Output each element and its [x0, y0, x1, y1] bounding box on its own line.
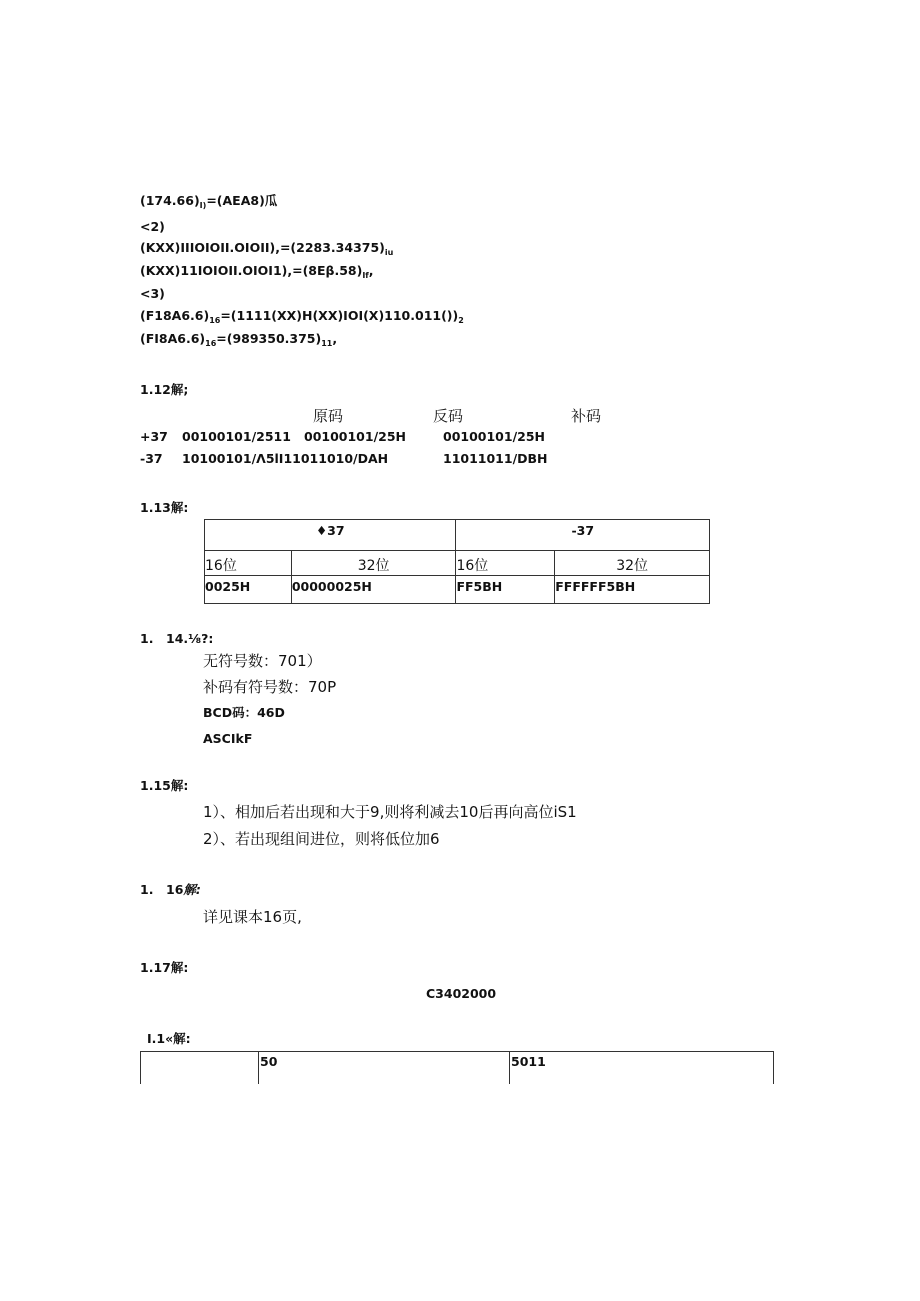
q114-number: 1.: [140, 631, 154, 646]
conversion-line-1: $(174.66)_{I)}=(AEA8)$瓜: [140, 193, 278, 210]
q118-left-border: [140, 1052, 141, 1084]
q113-neg-32-label-cell: [555, 551, 710, 576]
q114-bcd: BCD码：46D: [203, 705, 285, 720]
q113-pos32-value: 00000025H: [291, 579, 372, 594]
q113-pos-header-cell: [205, 520, 456, 551]
q116-text: 详见课本16页,: [203, 908, 302, 926]
q114-unsigned: 无符号数：701）: [203, 652, 322, 670]
part-label-2: <2): [140, 219, 165, 234]
q113-pos-32bit-label: 32位: [357, 558, 390, 574]
q113-neg16-value: FF5BH: [456, 579, 503, 594]
q118-heading: I.1«解:: [147, 1031, 191, 1046]
q113-pos-16-label-cell: [205, 551, 292, 576]
q118-divider-2: [509, 1052, 510, 1084]
part-label-3: <3): [140, 286, 165, 301]
q113-pos-16bit-label: 16位: [205, 558, 237, 574]
q118-table: [140, 1051, 774, 1084]
q113-neg-32bit-label: 32位: [616, 558, 649, 574]
q113-neg16-cell: [456, 576, 555, 604]
q115-item-1: 1）、相加后若出现和大于9,则将利减去10后再向高位iS1: [203, 803, 577, 821]
q113-neg32-cell: [555, 576, 710, 604]
q114-ascii: ASCIkF: [203, 731, 253, 746]
q113-neg-16bit-label: 16位: [456, 558, 489, 574]
conversion-line-3: $(KXX)IIIOIOII.OIOII),=(2283.34375)_{iu}$: [140, 240, 394, 257]
conversion-line-6: $(F18A6.6)_{16}=(1111(XX)H(XX)IOI(X)110.011())_2$: [140, 308, 464, 325]
q113-heading: 1.13解:: [140, 500, 189, 515]
q112-heading: 1.12解;: [140, 382, 189, 397]
conversion-line-4: $(KXX)11IOIOII.OIOI1),=(8E\beta.58)_{If}$,: [140, 263, 374, 280]
q113-pos32-cell: [291, 576, 456, 604]
q113-neg32-value: FFFFFF5BH: [555, 579, 636, 594]
q116-heading: 16解:: [166, 882, 201, 897]
q117-heading: 1.17解:: [140, 960, 189, 975]
q113-neg-header: -37: [571, 523, 595, 538]
q115-item-2: 2）、若出现组间进位，则将低位加6: [203, 830, 440, 848]
q113-neg-16-label-cell: [456, 551, 555, 576]
col-complement-code: 补码: [571, 407, 602, 425]
col-inverse-code: 反码: [433, 407, 464, 425]
col-original-code: 原码: [313, 407, 344, 425]
q113-pos16-cell: [205, 576, 292, 604]
row-pos37-complement: 00100101∕25H: [443, 429, 546, 444]
q114-heading: 14.⅛?:: [166, 631, 214, 646]
q118-cell-1: 50: [260, 1054, 278, 1069]
q115-heading: 1.15解:: [140, 778, 189, 793]
q114-signed: 补码有符号数：70P: [203, 678, 337, 696]
row-neg37-sign: -37: [140, 451, 163, 466]
row-pos37-sign: +37: [140, 429, 168, 444]
row-pos37-original: 00100101/2511: [182, 429, 291, 444]
q113-neg-header-cell: [456, 520, 710, 551]
q118-right-border: [773, 1052, 774, 1084]
q117-value: C3402000: [426, 986, 497, 1001]
row-neg37-original-inverse: 10100101/Λ5lI11011010/DAH: [182, 451, 389, 466]
q113-pos16-value: 0025H: [205, 579, 251, 594]
conversion-line-7: $(FI8A6.6)_{16}=(989350.375)_{11}$,: [140, 331, 338, 348]
q113-table: [204, 519, 710, 604]
row-pos37-inverse: 00100101∕25H: [304, 429, 407, 444]
q118-divider-1: [258, 1052, 259, 1084]
q116-number: 1.: [140, 882, 154, 897]
q113-pos-header: ♦37: [315, 523, 345, 538]
row-neg37-complement: 11011011/DBH: [443, 451, 548, 466]
q113-pos-32-label-cell: [291, 551, 456, 576]
q118-cell-2: 5011: [511, 1054, 546, 1069]
